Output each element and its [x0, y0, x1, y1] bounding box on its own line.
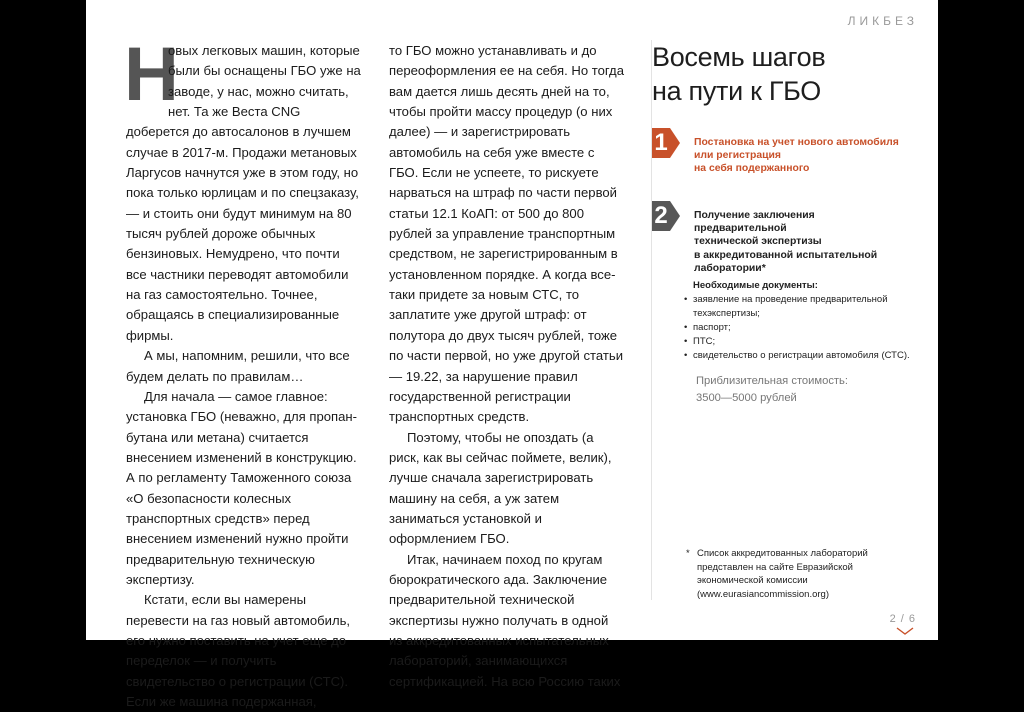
paragraph: Для начала — самое главное: установка ГБО (неважно, для пропан-бутана или метана) считается внесением изменений в конструкцию. А по регламенту Таможенного союза «О безопасности колесных транспортных средств» перед внесением изменений нужно пройти предварительную техническую экспертизу.: [126, 388, 357, 587]
step-description: [694, 136, 904, 176]
footnote: [686, 547, 906, 601]
step-line: или регистрация: [694, 150, 781, 162]
step-line: Постановка на учет нового автомобиля: [694, 137, 899, 148]
cost-value: 3500—5000 рублей: [696, 391, 797, 404]
paragraph: Поэтому, чтобы не опоздать (а риск, как вы сейчас поймете, велик), лучше сначала зарегистрировать машину на себя, а уж затем заниматься установкой и оформлением ГБО.: [389, 429, 612, 547]
step-line: технической экспертизы: [694, 236, 822, 248]
paragraph: Итак, начинаем поход по кругам бюрократического ада. Заключение предварительной технической экспертизы нужно получать в одной из аккредитованных испытательных лабораторий, занимающихся сертификацией. На всю Россию таких: [389, 551, 621, 689]
document-item: • свидетельство о регистрации автомобиля (СТС).: [684, 349, 924, 363]
paragraph: [124, 32, 362, 346]
paragraph: то ГБО можно устанавливать и до переоформления ее на себя. Но тогда вам дается лишь десять дней на то, чтобы пройти массу процедур (о них далее) — и зарегистрировать автомобиль на себя уже вместе с ГБО. Если не успеете, то рискуете нарваться на штраф по части первой статьи 12.1 КоАП: от 500 до 800 рублей за управление транспортным средством, не зарегистрированным в установленном порядке. А когда все-таки придете за новым СТС, то заплатите уже другой штраф: от полутора до двух тысяч рублей, тоже по части первой, но уже другой статьи — 19.22, за нарушение правил государственной регистрации транспортных средств.: [389, 43, 624, 425]
sidebar-divider: [651, 40, 652, 600]
article-column-2: [389, 41, 625, 692]
step-line: Получение заключения предварительной: [694, 210, 815, 235]
document-item: • паспорт;: [684, 321, 924, 335]
paragraph-text: овых легковых машин, которые были бы оснащены ГБО уже на заводе, у нас, можно считать, нет. Та же Веста CNG доберется до автосалонов в лучшем случае в 2017-м. Продажи метановых Ларгусов начнутся уже в этом году, но пока только юрлицам и по спецзаказу, — и стоить они будут минимум на 80 тысяч рублей дороже обычных бензиновых. Немудрено, что почти все частники переводят автомобили на газ самостоятельно. Точнее, обращаясь в специализированные фирмы.: [126, 43, 361, 343]
approximate-cost: [696, 373, 896, 406]
step-line: на себя подержанного: [694, 163, 810, 175]
section-label: ЛИКБЕЗ: [847, 14, 918, 28]
magazine-page: [86, 0, 938, 709]
sidebar-title-line: Восемь шагов: [652, 42, 826, 72]
footnote-mark: *: [686, 548, 690, 559]
step-number-badge: 1: [652, 128, 670, 158]
chevron-down-icon[interactable]: [896, 627, 914, 635]
document-item: • ПТС;: [684, 335, 924, 349]
cost-label: Приблизительная стоимость:: [696, 375, 848, 387]
step-line: в аккредитованной испытательной: [694, 249, 878, 261]
paragraph: А мы, напомним, решили, что все будем делать по правилам…: [126, 348, 350, 384]
sidebar-title-line: на пути к ГБО: [652, 76, 821, 106]
required-documents: [684, 279, 924, 362]
documents-list: [684, 293, 924, 363]
document-item: • заявление на проведение предварительной техэкспертизы;: [684, 293, 924, 321]
article-column-1: [124, 32, 362, 712]
footnote-text: Список аккредитованных лабораторий представлен на сайте Евразийской экономической комиссии (www.eurasiancommission.org): [697, 548, 868, 600]
paragraph: Кстати, если вы намерены перевести на газ новый автомобиль, его нужно поставить на учет еще до переделок — и получить свидетельство о регистрации (СТС). Если же машина подержанная,: [126, 592, 351, 709]
documents-heading: Необходимые документы:: [693, 280, 818, 291]
drop-cap: Н: [124, 32, 179, 117]
step-description: [694, 209, 904, 275]
sidebar-title: [652, 40, 852, 108]
step-number-badge: 2: [652, 201, 670, 231]
page-indicator: 2 / 6: [889, 613, 916, 625]
step-line: лаборатории*: [694, 262, 766, 274]
